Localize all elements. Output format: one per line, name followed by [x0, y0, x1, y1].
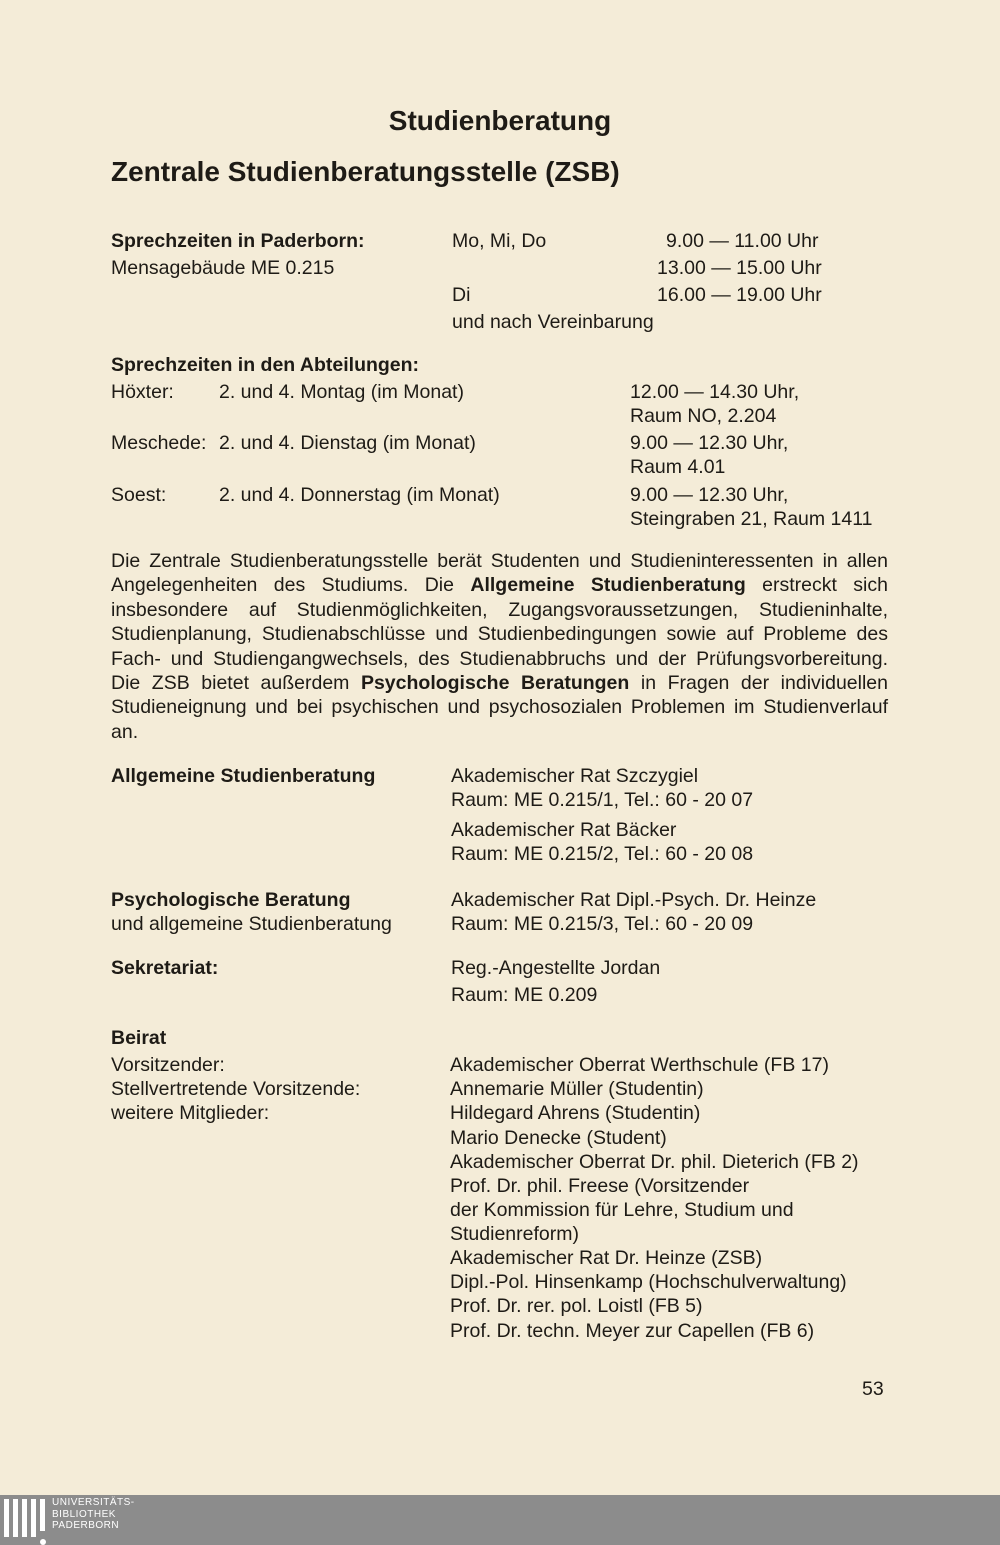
paragraph-emphasis: Psychologische Beratungen: [360, 672, 630, 695]
abteilungen-heading: Sprechzeiten in den Abteilungen:: [111, 354, 420, 376]
paragraph-text: in Fragen der individuellen Studieneignung und bei psychischen und psychosozialen Problemen im Studienverlauf an.: [111, 672, 888, 743]
abteilung-place: Höxter:: [111, 381, 174, 403]
paderborn-time: 13.00 — 15.00 Uhr: [657, 257, 822, 279]
abteilung-when: 2. und 4. Donnerstag (im Monat): [219, 484, 500, 506]
beirat-role-label: weitere Mitglieder:: [111, 1102, 270, 1124]
paragraph-emphasis: Allgemeine Studienberatung: [470, 574, 746, 597]
psychologische-label: Psychologische Beratung: [111, 889, 351, 911]
beirat-member: Prof. Dr. phil. Freese (Vorsitzender: [450, 1175, 750, 1197]
sekretariat-label: Sekretariat:: [111, 957, 219, 979]
beirat-role-label: Stellvertretende Vorsitzende:: [111, 1078, 361, 1100]
paderborn-note: und nach Vereinbarung: [452, 311, 654, 333]
library-logo-icon: [4, 1499, 46, 1541]
abteilung-time: 9.00 — 12.30 Uhr,: [630, 484, 789, 506]
paragraph-text: Die Zentrale Studienberatungsstelle berät Studenten und Studieninteressenten in allen Angelegenheiten des Studiums. Die: [111, 550, 888, 597]
beirat-member: der Kommission für Lehre, Studium und: [450, 1199, 794, 1221]
page-number: 53: [862, 1378, 884, 1400]
abteilung-place: Soest:: [111, 484, 167, 506]
beirat-member: Annemarie Müller (Studentin): [450, 1078, 704, 1100]
contact-line: Reg.-Angestellte Jordan: [451, 957, 661, 979]
paderborn-days: Mo, Mi, Do: [452, 230, 547, 252]
contact-line: Akademischer Rat Szczygiel: [451, 765, 699, 787]
library-name-line: UNIVERSITÄTS-: [52, 1497, 135, 1508]
page-title: Studienberatung: [388, 105, 612, 136]
beirat-member: Mario Denecke (Student): [450, 1127, 667, 1149]
beirat-member: Hildegard Ahrens (Studentin): [450, 1102, 701, 1124]
beirat-member: Akademischer Oberrat Werthschule (FB 17): [450, 1054, 829, 1076]
paragraph-text: erstreckt sich insbesondere auf Studienmöglichkeiten, Zugangsvoraussetzungen, Studieninhalte, Studienplanung, Studienabschlüsse und Studienbedingungen sowie auf Probleme des Fach- und Studiengangwechsels, des Studienabbruchs und der Prüfungsvorbereitung. Die ZSB bietet außerdem: [111, 574, 888, 695]
contact-line: Raum: ME 0.215/3, Tel.: 60 - 20 09: [451, 913, 754, 935]
contact-line: Akademischer Rat Bäcker: [451, 819, 677, 841]
abteilung-when: 2. und 4. Montag (im Monat): [219, 381, 464, 403]
paderborn-time: 9.00 — 11.00 Uhr: [666, 230, 819, 252]
contact-line: Raum: ME 0.209: [451, 984, 598, 1006]
abteilung-room: Raum NO, 2.204: [630, 405, 777, 427]
abteilung-room: Raum 4.01: [630, 456, 726, 478]
abteilung-place: Meschede:: [111, 432, 207, 454]
abteilung-time: 12.00 — 14.30 Uhr,: [630, 381, 800, 403]
beirat-member: Akademischer Rat Dr. Heinze (ZSB): [450, 1247, 763, 1269]
beirat-member: Studienreform): [450, 1223, 579, 1245]
description-paragraph: [111, 549, 888, 744]
library-name-line: PADERBORN: [52, 1520, 120, 1531]
contact-line: Raum: ME 0.215/1, Tel.: 60 - 20 07: [451, 789, 754, 811]
abteilung-room: Steingraben 21, Raum 1411: [630, 508, 873, 530]
psychologische-label-2: und allgemeine Studienberatung: [111, 913, 392, 935]
library-footer: [0, 1495, 1000, 1545]
beirat-member: Prof. Dr. techn. Meyer zur Capellen (FB 6): [450, 1320, 815, 1342]
beirat-member: Akademischer Oberrat Dr. phil. Dieterich (FB 2): [450, 1151, 859, 1173]
contact-line: Akademischer Rat Dipl.-Psych. Dr. Heinze: [451, 889, 817, 911]
paderborn-heading: Sprechzeiten in Paderborn:: [111, 230, 365, 252]
beirat-member: Dipl.-Pol. Hinsenkamp (Hochschulverwaltung): [450, 1271, 847, 1293]
library-logo-text: [52, 1497, 135, 1532]
page-subtitle: Zentrale Studienberatungsstelle (ZSB): [111, 156, 620, 187]
beirat-member: Prof. Dr. rer. pol. Loistl (FB 5): [450, 1295, 703, 1317]
paderborn-days: Di: [452, 284, 471, 306]
paderborn-location: Mensagebäude ME 0.215: [111, 257, 335, 279]
beirat-heading: Beirat: [111, 1027, 167, 1049]
abteilung-time: 9.00 — 12.30 Uhr,: [630, 432, 789, 454]
abteilung-when: 2. und 4. Dienstag (im Monat): [219, 432, 476, 454]
allgemeine-label: Allgemeine Studienberatung: [111, 765, 376, 787]
contact-line: Raum: ME 0.215/2, Tel.: 60 - 20 08: [451, 843, 754, 865]
library-name-line: BIBLIOTHEK: [52, 1508, 116, 1520]
beirat-role-label: Vorsitzender:: [111, 1054, 225, 1076]
paderborn-time: 16.00 — 19.00 Uhr: [657, 284, 822, 306]
